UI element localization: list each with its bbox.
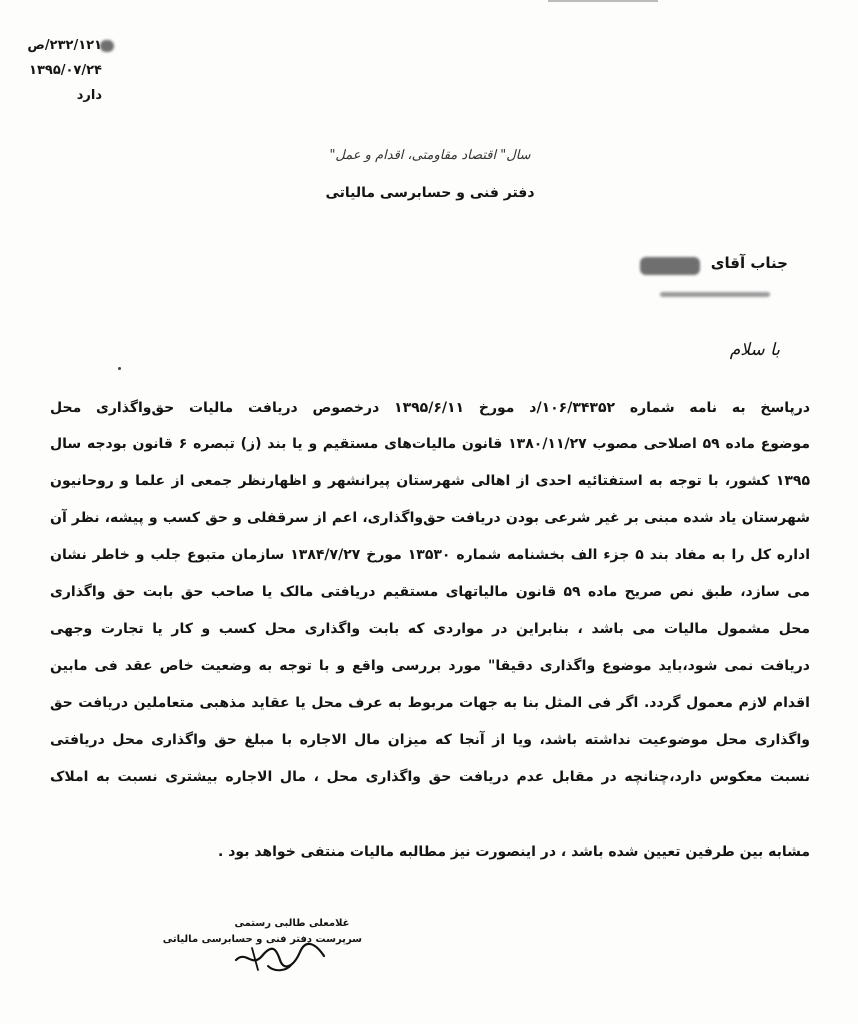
speck: [118, 367, 121, 370]
body-line: می سازد، طبق نص صریح ماده ۵۹ قانون مالیاتهای مستقیم دریافتی مالک یا صاحب حق بابت حق واگذاری: [50, 584, 810, 600]
body-line: اقدام لازم معمول گردد. اگر فی المثل بنا به جهات مربوط به عرف محل یا عقاید مذهبی متعاملین دریافت حق: [50, 695, 810, 711]
signatory-name: غلامعلی طالبی رستمی: [234, 918, 350, 929]
body-line: محل مشمول مالیات می باشد ، بنابراین در مواردی که بابت واگذاری محل کسب و کار یا تجارت وجهی: [50, 621, 810, 637]
body-line: ۱۳۹۵ کشور، با توجه به استفتائیه احدی از اهالی شهرستان پیرانشهر و اظهارنظر جمعی از علما و روحانیون: [50, 473, 810, 489]
handwritten-signature-icon: [228, 930, 338, 975]
redacted-address: [660, 292, 770, 297]
redaction-mark: [100, 40, 114, 52]
body-line: دریافت نمی شود،باید موضوع واگذاری دقیقا" مورد بررسی واقع و با توجه به وضعیت خاص عقد فی مابین: [50, 658, 810, 674]
body-line: درپاسخ به نامه شماره ۱۰۶/۳۴۳۵۲/د مورخ ۱۳۹۵/۶/۱۱ درخصوص دریافت مالیات حق‌واگذاری محل: [50, 400, 810, 416]
body-line: مشابه بین طرفین تعیین شده باشد ، در اینصورت نیز مطالبه مالیات منتفی خواهد بود .: [218, 844, 810, 860]
year-motto: سال" اقتصاد مقاومتی، اقدام و عمل": [329, 148, 531, 163]
greeting: با سلام: [729, 340, 780, 360]
addressee-label: جناب آقای: [710, 254, 788, 272]
signatory-title: سرپرست دفتر فنی و حسابرسی مالیاتی: [162, 934, 362, 945]
body-line: واگذاری محل موضوعیت نداشته باشد، ویا از آنجا که میزان مال الاجاره با مبلغ حق واگذاری محل دریافتی: [50, 732, 810, 748]
body-line: نسبت معکوس دارد،چنانچه در مقابل عدم دریافت حق واگذاری محل ، مال الاجاره بیشتری نسبت به املاک: [50, 769, 810, 785]
body-line: اداره کل را به مفاد بند ۵ جزء الف بخشنامه شماره ۱۳۵۳۰ مورخ ۱۳۸۴/۷/۲۷ سازمان متبوع جلب و خاطر نشان: [50, 547, 810, 563]
body-line: شهرستان یاد شده مبنی بر غیر شرعی بودن دریافت حق‌واگذاری، اعم از سرقفلی و حق کسب و پیشه، نظر آن: [50, 510, 810, 526]
office-name: دفتر فنی و حسابرسی مالیاتی: [325, 185, 535, 201]
attachment-status: دارد: [76, 88, 102, 103]
letter-number: ۲۳۲/۱۲۱/ص: [27, 38, 102, 53]
letter-date: ۱۳۹۵/۰۷/۲۴: [29, 63, 102, 78]
body-line: موضوع ماده ۵۹ اصلاحی مصوب ۱۳۸۰/۱۱/۲۷ قانون مالیات‌های مستقیم و یا بند (ز) تبصره ۶ قانون بودجه سال: [50, 436, 811, 452]
scan-edge-line: [548, 0, 658, 2]
redacted-name: [640, 257, 700, 275]
